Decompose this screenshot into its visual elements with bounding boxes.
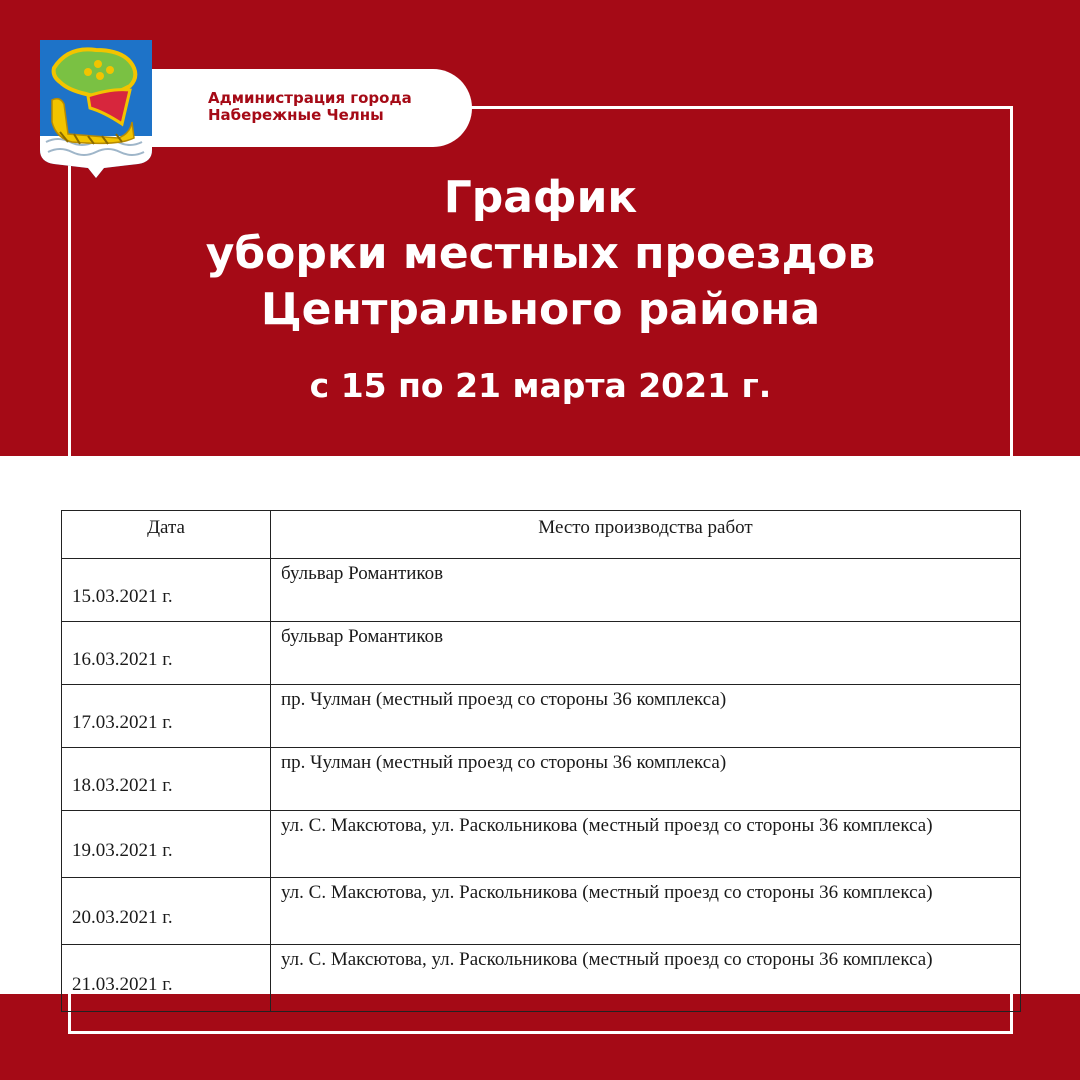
cell-date: 15.03.2021 г.	[62, 559, 271, 622]
table-row	[62, 945, 1021, 1012]
cell-place: ул. С. Максютова, ул. Раскольникова (местный проезд со стороны 36 комплекса)	[271, 811, 1021, 878]
cell-place: ул. С. Максютова, ул. Раскольникова (местный проезд со стороны 36 комплекса)	[271, 878, 1021, 945]
cell-place: бульвар Романтиков	[271, 559, 1021, 622]
table-row	[62, 685, 1021, 748]
org-name	[208, 90, 468, 124]
table-header-row	[62, 511, 1021, 559]
schedule-period: с 15 по 21 марта 2021 г.	[309, 366, 772, 405]
table-row	[62, 622, 1021, 685]
org-name-line1: Администрация города	[208, 89, 412, 107]
column-header-place: Место производства работ	[271, 511, 1021, 559]
title-line2: уборки местных проездов	[205, 228, 876, 279]
cell-place: пр. Чулман (местный проезд со стороны 36 комплекса)	[271, 685, 1021, 748]
frame-line-right	[1010, 106, 1013, 456]
title-line1: График	[443, 172, 638, 223]
org-name-line2: Набережные Челны	[208, 106, 384, 124]
cell-date: 19.03.2021 г.	[62, 811, 271, 878]
cell-date: 17.03.2021 г.	[62, 685, 271, 748]
cell-place: бульвар Романтиков	[271, 622, 1021, 685]
frame-line-bottom	[68, 1031, 1013, 1034]
table-row	[62, 811, 1021, 878]
cell-date: 21.03.2021 г.	[62, 945, 271, 1012]
table-row	[62, 878, 1021, 945]
column-header-date: Дата	[62, 511, 271, 559]
cell-date: 20.03.2021 г.	[62, 878, 271, 945]
cell-place: пр. Чулман (местный проезд со стороны 36 комплекса)	[271, 748, 1021, 811]
table-row	[62, 559, 1021, 622]
city-coat-of-arms-icon	[38, 38, 154, 178]
page-title	[71, 170, 1010, 338]
title-line3: Центрального района	[260, 284, 821, 335]
cell-date: 16.03.2021 г.	[62, 622, 271, 685]
schedule-table	[61, 510, 1021, 1012]
cell-date: 18.03.2021 г.	[62, 748, 271, 811]
frame-line-top	[470, 106, 1013, 109]
table-row	[62, 748, 1021, 811]
cell-place: ул. С. Максютова, ул. Раскольникова (местный проезд со стороны 36 комплекса)	[271, 945, 1021, 1012]
